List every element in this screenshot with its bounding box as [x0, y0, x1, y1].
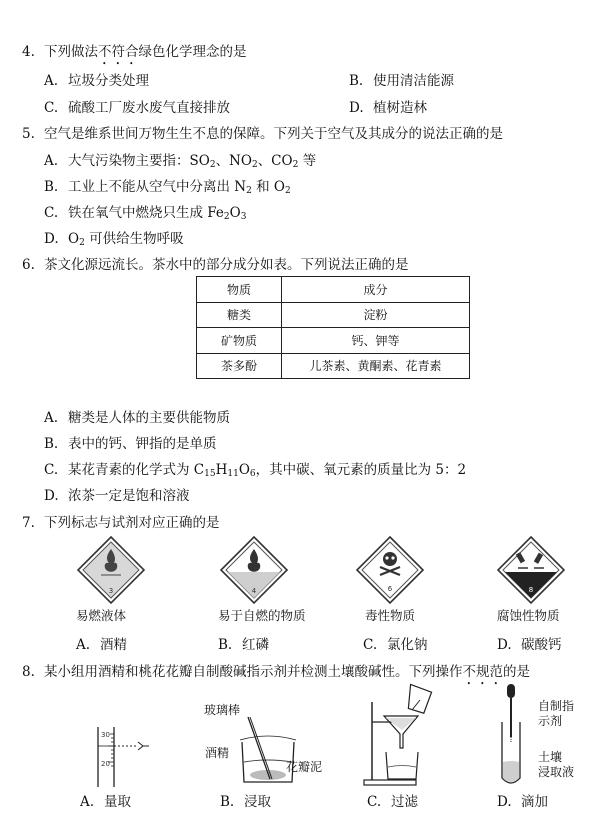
table-header-row [197, 277, 470, 303]
sign-caption: 易于自燃的物质 [218, 608, 306, 623]
q8-option-a[interactable]: A. 量取 [80, 794, 131, 810]
table-cell: 儿茶素、黄酮素、花青素 [282, 353, 470, 379]
toxic-sign-icon [355, 535, 425, 605]
alcohol-label: 酒精 [205, 746, 230, 760]
q8-option-c[interactable]: C. 过滤 [367, 794, 418, 810]
table-cell: 糖类 [197, 302, 282, 328]
sign-caption: 腐蚀性物质 [497, 608, 560, 623]
soil-extract-label-line2: 浸取液 [538, 765, 575, 779]
question-number: 8. [22, 664, 35, 680]
question-number: 7. [22, 515, 35, 531]
table-cell: 淀粉 [282, 302, 470, 328]
q4-option-d[interactable]: D. 植树造林 [349, 100, 427, 116]
q5-option-b[interactable]: B. 工业上不能从空气中分离出 $N_2$ 和 $O_2$ [44, 179, 291, 196]
table-row [197, 353, 470, 379]
sign-number: 3 [108, 587, 114, 595]
glass-rod-label: 玻璃棒 [204, 703, 241, 717]
corrosive-sign-icon [496, 535, 566, 605]
q7-option-a[interactable]: A. 酒精 [76, 637, 127, 653]
sign-caption: 易燃液体 [76, 608, 127, 623]
q6-option-a[interactable]: A. 糖类是人体的主要供能物质 [44, 410, 230, 426]
flammable-liquid-sign-icon [76, 535, 146, 605]
question-6-stem: 6. 茶文化源远流长。茶水中的部分成分如表。下列说法正确的是 [22, 257, 409, 273]
q6-option-c[interactable]: C. 某花青素的化学式为 $C_{15}H_{11}O_6$，其中碳、氧元素的质量比为 5：2 [44, 462, 467, 479]
indicator-label-line1: 自制指 [538, 699, 575, 713]
q5-option-c[interactable]: C. 铁在氧气中燃烧只生成 $Fe_2O_3$ [44, 205, 247, 222]
measuring-cylinder-reading-diagram [70, 682, 160, 787]
tea-components-table [196, 276, 470, 379]
table-cell: 钙、钾等 [282, 328, 470, 354]
tick-label: 20 [101, 760, 110, 768]
question-number: 4. [22, 44, 35, 60]
table-row [197, 328, 470, 354]
emphasis-text: 不符合 [98, 44, 139, 60]
table-cell: 矿物质 [197, 328, 282, 354]
sign-number: 4 [251, 587, 257, 595]
q8-option-b[interactable]: B. 浸取 [220, 794, 271, 810]
spontaneous-combustion-sign-icon [219, 535, 289, 605]
q5-option-a[interactable]: A. 大气污染物主要指：$SO_2$、$NO_2$、$CO_2$ 等 [44, 153, 317, 170]
q4-option-c[interactable]: C. 硫酸工厂废水废气直接排放 [44, 100, 230, 116]
q4-option-a[interactable]: A. 垃圾分类处理 [44, 73, 149, 89]
question-5-stem: 5. 空气是维系世间万物生生不息的保障。下列关于空气及其成分的说法正确的是 [22, 126, 503, 142]
table-cell: 物质 [197, 277, 282, 303]
indicator-label-line2: 示剂 [538, 714, 563, 728]
q5-option-d[interactable]: D. $O_2$ 可供给生物呼吸 [44, 231, 184, 248]
filtration-diagram [360, 682, 460, 787]
q4-option-b[interactable]: B. 使用清洁能源 [349, 73, 454, 89]
question-number: 5. [22, 126, 35, 142]
q6-option-b[interactable]: B. 表中的钙、钾指的是单质 [44, 436, 217, 452]
sign-number: 6 [387, 585, 393, 593]
emphasis-text: 不规范 [462, 664, 503, 680]
table-cell: 茶多酚 [197, 353, 282, 379]
q8-option-d[interactable]: D. 滴加 [497, 794, 548, 810]
q6-option-d[interactable]: D. 浓茶一定是饱和溶液 [44, 488, 190, 504]
q7-option-b[interactable]: B. 红磷 [218, 637, 269, 653]
tick-label: 30 [101, 731, 110, 739]
table-cell: 成分 [282, 277, 470, 303]
petal-paste-label: 花瓣泥 [286, 760, 323, 774]
question-7-stem: 7. 下列标志与试剂对应正确的是 [22, 515, 220, 531]
sign-number: 8 [528, 586, 534, 594]
question-4-stem: 4. 下列做法不符合绿色化学理念的是 [22, 44, 247, 60]
question-number: 6. [22, 257, 35, 273]
soil-extract-label-line1: 土壤 [538, 750, 563, 764]
table-row [197, 302, 470, 328]
q7-option-d[interactable]: D. 碳酸钙 [497, 637, 562, 653]
q7-option-c[interactable]: C. 氯化钠 [363, 637, 428, 653]
question-8-stem: 8. 某小组用酒精和桃花花瓣自制酸碱指示剂并检测土壤酸碱性。下列操作不规范的是 [22, 664, 530, 680]
sign-caption: 毒性物质 [365, 608, 416, 623]
